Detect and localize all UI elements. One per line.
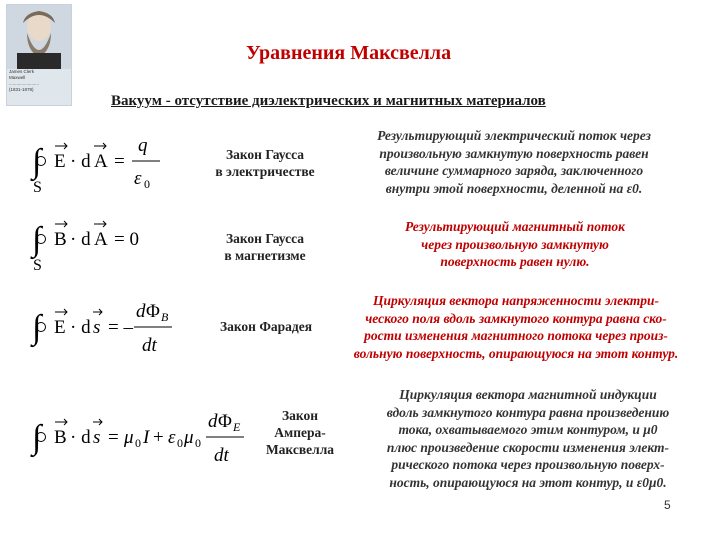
svg-text:ε: ε bbox=[134, 168, 142, 189]
page-number: 5 bbox=[664, 498, 671, 512]
equation-gauss-electric bbox=[30, 130, 190, 200]
svg-text:∫: ∫ bbox=[32, 309, 42, 346]
maxwell-portrait bbox=[6, 4, 72, 106]
svg-text:∫: ∫ bbox=[32, 143, 42, 180]
law-description-ampere-maxwell: Циркуляция вектора магнитной индукции вдоль замкнутого контура равна произведению тока, охватываемого этим контуром, и μ0 плюс произведение скорости изменения элект- рического потока через произвольную поверх- ность, опирающуюся на этот контур, и ε0μ0. bbox=[386, 387, 670, 490]
svg-text:ε: ε bbox=[168, 427, 176, 448]
svg-text:· d: · d bbox=[70, 151, 91, 172]
equation-gauss-magnetic bbox=[30, 212, 190, 274]
svg-text:s: s bbox=[93, 317, 101, 338]
svg-text:A: A bbox=[94, 229, 108, 250]
svg-text:E: E bbox=[54, 151, 66, 172]
page-title: Уравнения Максвелла bbox=[246, 42, 452, 64]
svg-text:=: = bbox=[108, 427, 119, 448]
portrait-image bbox=[7, 5, 71, 69]
svg-text:0: 0 bbox=[144, 177, 150, 191]
svg-text:d: d bbox=[136, 301, 146, 322]
svg-text:Φ: Φ bbox=[146, 301, 160, 322]
svg-text:0: 0 bbox=[177, 436, 183, 450]
law-name-gauss-electric: Закон Гаусса в электричестве bbox=[215, 147, 315, 179]
law-description-gauss-electric: Результирующий электрический поток через произвольную замкнутую поверхность равен величине суммарного заряда, заключенного внутри этой поверхности, деленной на ε0. bbox=[377, 128, 651, 196]
svg-text:= 0: = 0 bbox=[114, 229, 139, 250]
law-description-faraday: Циркуляция вектора напряженности электри- ческого поля вдоль замкнутого контура равна ско- рости изменения магнитного потока через произ- вольную поверхность, опирающуюся на этот контур. bbox=[353, 293, 679, 361]
svg-text:· d: · d bbox=[70, 427, 91, 448]
svg-text:dt: dt bbox=[142, 335, 157, 356]
equation-ampere-maxwell bbox=[30, 406, 270, 470]
svg-text:· d: · d bbox=[70, 229, 91, 250]
svg-text:∫: ∫ bbox=[32, 419, 42, 456]
svg-text:μ: μ bbox=[124, 427, 134, 448]
svg-text:∫: ∫ bbox=[32, 221, 42, 258]
svg-text:d: d bbox=[208, 411, 218, 432]
svg-text:Φ: Φ bbox=[218, 411, 232, 432]
svg-text:S: S bbox=[33, 179, 42, 196]
law-name-gauss-magnetic: Закон Гаусса в магнетизме bbox=[224, 231, 306, 263]
svg-text:=: = bbox=[114, 151, 125, 172]
svg-text:A: A bbox=[94, 151, 108, 172]
svg-text:B: B bbox=[161, 310, 169, 324]
svg-text:= –: = – bbox=[108, 317, 133, 338]
svg-text:· d: · d bbox=[70, 317, 91, 338]
svg-text:E: E bbox=[54, 317, 66, 338]
portrait-caption: James Clerk Maxwell ........................ (1831-1879) bbox=[9, 69, 40, 92]
svg-text:s: s bbox=[93, 427, 101, 448]
equation-faraday bbox=[30, 296, 210, 360]
svg-text:dt: dt bbox=[214, 445, 229, 466]
svg-text:B: B bbox=[54, 427, 67, 448]
svg-text:I: I bbox=[143, 427, 150, 448]
svg-text:μ: μ bbox=[184, 427, 194, 448]
svg-text:0: 0 bbox=[195, 436, 201, 450]
svg-text:E: E bbox=[233, 420, 241, 434]
svg-text:S: S bbox=[33, 257, 42, 274]
svg-text:0: 0 bbox=[135, 436, 141, 450]
law-name-faraday: Закон Фарадея bbox=[219, 319, 313, 334]
svg-text:q: q bbox=[138, 135, 148, 156]
law-description-gauss-magnetic: Результирующий магнитный поток через произвольную замкнутую поверхность равен нулю. bbox=[405, 219, 625, 269]
page-subtitle: Вакуум - отсутствие диэлектрических и магнитных материалов bbox=[111, 93, 546, 109]
law-name-ampere-maxwell: Закон Ампера- Максвелла bbox=[265, 408, 335, 457]
svg-text:B: B bbox=[54, 229, 67, 250]
svg-text:+: + bbox=[153, 427, 164, 448]
